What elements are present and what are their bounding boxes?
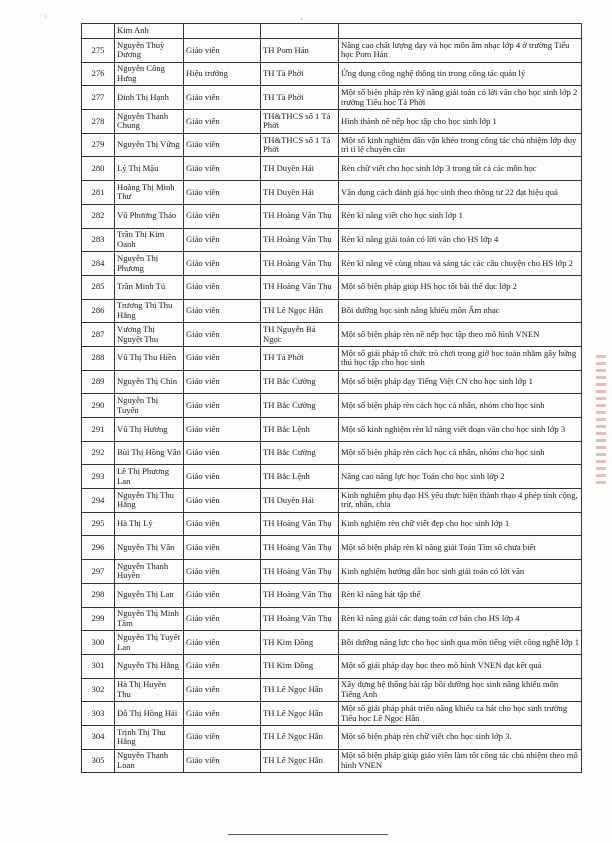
stt-cell: 298 [82, 583, 115, 607]
table-row [82, 583, 582, 607]
school-cell: TH Tả Phời [261, 86, 339, 110]
stt-cell: 292 [82, 441, 115, 465]
title-cell: Rèn kĩ năng giải toán có lời văn cho HS lớp 4 [339, 228, 582, 252]
school-cell: TH Hoàng Văn Thụ [261, 204, 339, 228]
table-row [82, 536, 582, 560]
scan-mark: · [300, 14, 303, 24]
stt-cell: 289 [82, 370, 115, 394]
table-row [82, 275, 582, 299]
role-cell: Hiệu trưởng [184, 62, 261, 86]
name-cell: Nguyễn Thị Phương [115, 252, 184, 276]
stt-cell: 300 [82, 631, 115, 655]
title-cell: Một số giải pháp tổ chức trò chơi trong giờ học toán nhằm gây hứng thú học tập cho học sinh [339, 346, 582, 370]
table-row [82, 299, 582, 323]
name-cell: Nguyễn Thị Lan [115, 583, 184, 607]
stt-cell: 286 [82, 299, 115, 323]
name-cell: Hoàng Thị Minh Thư [115, 181, 184, 205]
name-cell: Trần Thị Kim Oanh [115, 228, 184, 252]
role-cell: Giáo viên [184, 204, 261, 228]
table-row [82, 418, 582, 442]
name-cell: Vương Thị Nguyệt Thu [115, 323, 184, 347]
stt-cell: 296 [82, 536, 115, 560]
stt-cell: 297 [82, 560, 115, 584]
role-cell: Giáo viên [184, 252, 261, 276]
school-cell: TH Bắc Cường [261, 441, 339, 465]
title-cell: Kinh nghiệm rèn chữ viết đẹp cho học sinh lớp 1 [339, 512, 582, 536]
school-cell: TH Bắc Cường [261, 394, 339, 418]
school-cell: TH Hoàng Văn Thụ [261, 560, 339, 584]
stt-cell: 283 [82, 228, 115, 252]
stt-cell: 277 [82, 86, 115, 110]
stt-cell: 284 [82, 252, 115, 276]
school-cell: TH Duyên Hải [261, 157, 339, 181]
school-cell [261, 24, 339, 39]
title-cell: Hình thành nề nếp học tập cho học sinh lớp 1 [339, 110, 582, 134]
name-cell: Đinh Thị Hạnh [115, 86, 184, 110]
stt-cell: 302 [82, 678, 115, 702]
name-cell: Hà Thị Huyền Thu [115, 678, 184, 702]
stt-cell: 282 [82, 204, 115, 228]
stt-cell: 290 [82, 394, 115, 418]
table-row [82, 607, 582, 631]
margin-stamp [596, 355, 606, 485]
name-cell: Lê Thị Phương Lan [115, 465, 184, 489]
role-cell: Giáo viên [184, 418, 261, 442]
school-cell: TH Lê Ngọc Hân [261, 678, 339, 702]
title-cell: Rèn kĩ năng viết cho học sinh lớp 1 [339, 204, 582, 228]
school-cell: TH Nguyễn Bá Ngọc [261, 323, 339, 347]
table-row [82, 252, 582, 276]
school-cell: TH&THCS số 1 Tả Phời [261, 110, 339, 134]
role-cell: Giáo viên [184, 654, 261, 678]
title-cell: Vận dụng cách đánh giá học sinh theo thông tư 22 đạt hiệu quả [339, 181, 582, 205]
name-cell: Nguyễn Thị Vững [115, 133, 184, 157]
table-row [82, 228, 582, 252]
name-cell: Kim Anh [115, 24, 184, 39]
title-cell: Nâng cao năng lực học Toán cho học sinh lớp 2 [339, 465, 582, 489]
role-cell: Giáo viên [184, 86, 261, 110]
name-cell: Vũ Thị Hương [115, 418, 184, 442]
role-cell: Giáo viên [184, 725, 261, 749]
stt-cell: 281 [82, 181, 115, 205]
table-row [82, 725, 582, 749]
role-cell: Giáo viên [184, 631, 261, 655]
title-cell: Bồi dưỡng học sinh năng khiếu môn Âm nhạc [339, 299, 582, 323]
school-cell: TH Bắc Cường [261, 370, 339, 394]
stt-cell: 288 [82, 346, 115, 370]
table-row [82, 678, 582, 702]
role-cell: Giáo viên [184, 512, 261, 536]
stt-cell: 301 [82, 654, 115, 678]
stt-cell: 293 [82, 465, 115, 489]
role-cell: Giáo viên [184, 133, 261, 157]
name-cell: Nguyễn Thuỳ Dương [115, 39, 184, 63]
table-row [82, 62, 582, 86]
title-cell: Nâng cao chất lượng dạy và học môn âm nhạc lớp 4 ở trường Tiểu học Pom Hán [339, 39, 582, 63]
stt-cell: 279 [82, 133, 115, 157]
name-cell: Lý Thị Mậu [115, 157, 184, 181]
name-cell: Trần Minh Tú [115, 275, 184, 299]
school-cell: TH&THCS số 1 Tả Phời [261, 133, 339, 157]
role-cell: Giáo viên [184, 678, 261, 702]
table-row [82, 181, 582, 205]
name-cell: Vũ Thị Thu Hiền [115, 346, 184, 370]
name-cell: Nguyễn Thị Minh Tâm [115, 607, 184, 631]
stt-cell: 280 [82, 157, 115, 181]
name-cell: Nguyễn Thị Hằng [115, 654, 184, 678]
title-cell: Một số biện pháp rèn kĩ năng giải Toán Tìm số chưa biết [339, 536, 582, 560]
school-cell: TH Bắc Lệnh [261, 418, 339, 442]
title-cell: Một số giải pháp phát triển năng khiếu ca hát cho học sinh trường Tiểu học Lê Ngọc Hân [339, 702, 582, 726]
name-cell: Trịnh Thị Thu Hằng [115, 725, 184, 749]
table-body [82, 24, 582, 773]
school-cell: TH Lê Ngọc Hân [261, 299, 339, 323]
stt-cell: 299 [82, 607, 115, 631]
table-row [82, 39, 582, 63]
school-cell: TH Hoàng Văn Thụ [261, 536, 339, 560]
title-cell: Một số biện pháp dạy Tiếng Việt CN cho học sinh lớp 1 [339, 370, 582, 394]
title-cell: Kinh nghiệm hướng dẫn học sinh giải toán có lời văn [339, 560, 582, 584]
role-cell: Giáo viên [184, 702, 261, 726]
role-cell: Giáo viên [184, 157, 261, 181]
role-cell: Giáo viên [184, 299, 261, 323]
school-cell: TH Lê Ngọc Hân [261, 702, 339, 726]
initiative-table [81, 23, 582, 773]
table-row [82, 560, 582, 584]
role-cell: Giáo viên [184, 275, 261, 299]
name-cell: Nguyễn Thanh Chung [115, 110, 184, 134]
school-cell: TH Tả Phời [261, 62, 339, 86]
title-cell: Xây dựng hệ thống bài tập bồi dưỡng học sinh năng khiếu môn Tiếng Anh [339, 678, 582, 702]
role-cell: Giáo viên [184, 346, 261, 370]
role-cell [184, 24, 261, 39]
school-cell: TH Hoàng Văn Thụ [261, 228, 339, 252]
school-cell: TH Pom Hán [261, 39, 339, 63]
role-cell: Giáo viên [184, 583, 261, 607]
school-cell: TH Kim Đồng [261, 631, 339, 655]
role-cell: Giáo viên [184, 749, 261, 773]
name-cell: Nguyễn Thanh Huyền [115, 560, 184, 584]
name-cell: Nguyễn Thị Vân [115, 536, 184, 560]
role-cell: Giáo viên [184, 536, 261, 560]
title-cell: Rèn kĩ năng vẽ cùng nhau và sáng tác các câu chuyện cho HS lớp 2 [339, 252, 582, 276]
name-cell: Nguyễn Thị Tuyết Lan [115, 631, 184, 655]
title-cell: Một số biện pháp rèn cách học cá nhân, nhóm cho học sinh [339, 394, 582, 418]
stt-cell [82, 24, 115, 39]
school-cell: TH Hoàng Văn Thụ [261, 607, 339, 631]
table-row [82, 394, 582, 418]
school-cell: TH Tả Phời [261, 346, 339, 370]
school-cell: TH Bắc Lệnh [261, 465, 339, 489]
stt-cell: 291 [82, 418, 115, 442]
title-cell: Một số biện pháp rèn chữ viết cho học sinh lớp 3. [339, 725, 582, 749]
school-cell: TH Lê Ngọc Hân [261, 749, 339, 773]
role-cell: Giáo viên [184, 394, 261, 418]
name-cell: Nguyễn Thanh Loan [115, 749, 184, 773]
school-cell: TH Hoàng Văn Thụ [261, 512, 339, 536]
stt-cell: 287 [82, 323, 115, 347]
table-row [82, 631, 582, 655]
name-cell: Vũ Phương Thảo [115, 204, 184, 228]
school-cell: TH Lê Ngọc Hân [261, 725, 339, 749]
title-cell: Một số biện pháp rèn cách học cá nhân, nhóm cho học sinh [339, 441, 582, 465]
name-cell: Nguyễn Công Hưng [115, 62, 184, 86]
table-row [82, 441, 582, 465]
school-cell: TH Kim Đồng [261, 654, 339, 678]
table-row-partial [82, 24, 582, 39]
school-cell: TH Hoàng Văn Thụ [261, 275, 339, 299]
name-cell: Nguyễn Thị Thu Hằng [115, 489, 184, 513]
title-cell: Ứng dụng công nghệ thông tin trong công tác quản lý [339, 62, 582, 86]
role-cell: Giáo viên [184, 39, 261, 63]
school-cell: TH Hoàng Văn Thụ [261, 252, 339, 276]
table-row [82, 346, 582, 370]
school-cell: TH Hoàng Văn Thụ [261, 583, 339, 607]
title-cell: Một số biện pháp rèn kỹ năng giải toán có lời văn cho học sinh lớp 2 trường Tiểu học Tả Phời [339, 86, 582, 110]
scan-mark: ˙ [44, 14, 47, 24]
title-cell: Rèn kĩ năng giải các dạng toán cơ bản cho HS lớp 4 [339, 607, 582, 631]
title-cell: Kinh nghiệm phụ đạo HS yếu thực hiện thành thạo 4 phép tính cộng, trừ, nhân, chia [339, 489, 582, 513]
table-row [82, 86, 582, 110]
role-cell: Giáo viên [184, 441, 261, 465]
role-cell: Giáo viên [184, 228, 261, 252]
title-cell: Rèn chữ viết cho học sinh lớp 3 trong tất cả các môn học [339, 157, 582, 181]
name-cell: Nguyễn Thị Tuyến [115, 394, 184, 418]
stt-cell: 278 [82, 110, 115, 134]
role-cell: Giáo viên [184, 370, 261, 394]
stt-cell: 285 [82, 275, 115, 299]
table-row [82, 133, 582, 157]
school-cell: TH Duyên Hải [261, 489, 339, 513]
table-row [82, 110, 582, 134]
title-cell: Một số biện pháp giúp HS học tốt bài thể dục lớp 2 [339, 275, 582, 299]
title-cell: Một số giải pháp dạy học theo mô hình VNEN đạt kết quả [339, 654, 582, 678]
role-cell: Giáo viên [184, 323, 261, 347]
title-cell [339, 24, 582, 39]
role-cell: Giáo viên [184, 489, 261, 513]
school-cell: TH Duyên Hải [261, 181, 339, 205]
name-cell: Bùi Thị Hồng Vân [115, 441, 184, 465]
table-row [82, 512, 582, 536]
table-row [82, 204, 582, 228]
table-row [82, 323, 582, 347]
role-cell: Giáo viên [184, 607, 261, 631]
title-cell: Một số kinh nghiệm dân vận khéo trong công tác chủ nhiệm lớp duy trì tỉ lệ chuyên cần [339, 133, 582, 157]
stt-cell: 304 [82, 725, 115, 749]
table-row [82, 749, 582, 773]
role-cell: Giáo viên [184, 181, 261, 205]
stt-cell: 295 [82, 512, 115, 536]
name-cell: Nguyễn Thị Chín [115, 370, 184, 394]
name-cell: Đỗ Thị Hồng Hải [115, 702, 184, 726]
stt-cell: 276 [82, 62, 115, 86]
table-row [82, 465, 582, 489]
table-row [82, 702, 582, 726]
name-cell: Hà Thị Lý [115, 512, 184, 536]
title-cell: Bồi dưỡng năng lực cho học sinh qua môn tiếng việt công nghệ lớp 1 [339, 631, 582, 655]
stt-cell: 275 [82, 39, 115, 63]
role-cell: Giáo viên [184, 110, 261, 134]
table-row [82, 654, 582, 678]
title-cell: Một số biện pháp giúp giáo viên làm tốt công tác chủ nhiệm theo mô hình VNEN [339, 749, 582, 773]
table-row [82, 370, 582, 394]
table-row [82, 489, 582, 513]
title-cell: Một số biện pháp rèn nề nếp học tập theo mô hình VNEN [339, 323, 582, 347]
stt-cell: 303 [82, 702, 115, 726]
role-cell: Giáo viên [184, 465, 261, 489]
footer-rule [228, 834, 388, 835]
stt-cell: 305 [82, 749, 115, 773]
table-row [82, 157, 582, 181]
stt-cell: 294 [82, 489, 115, 513]
title-cell: Một số kinh nghiệm rèn kĩ năng viết đoạn văn cho học sinh lớp 3 [339, 418, 582, 442]
title-cell: Rèn kĩ năng hát tập thể [339, 583, 582, 607]
name-cell: Trương Thị Thu Hằng [115, 299, 184, 323]
role-cell: Giáo viên [184, 560, 261, 584]
